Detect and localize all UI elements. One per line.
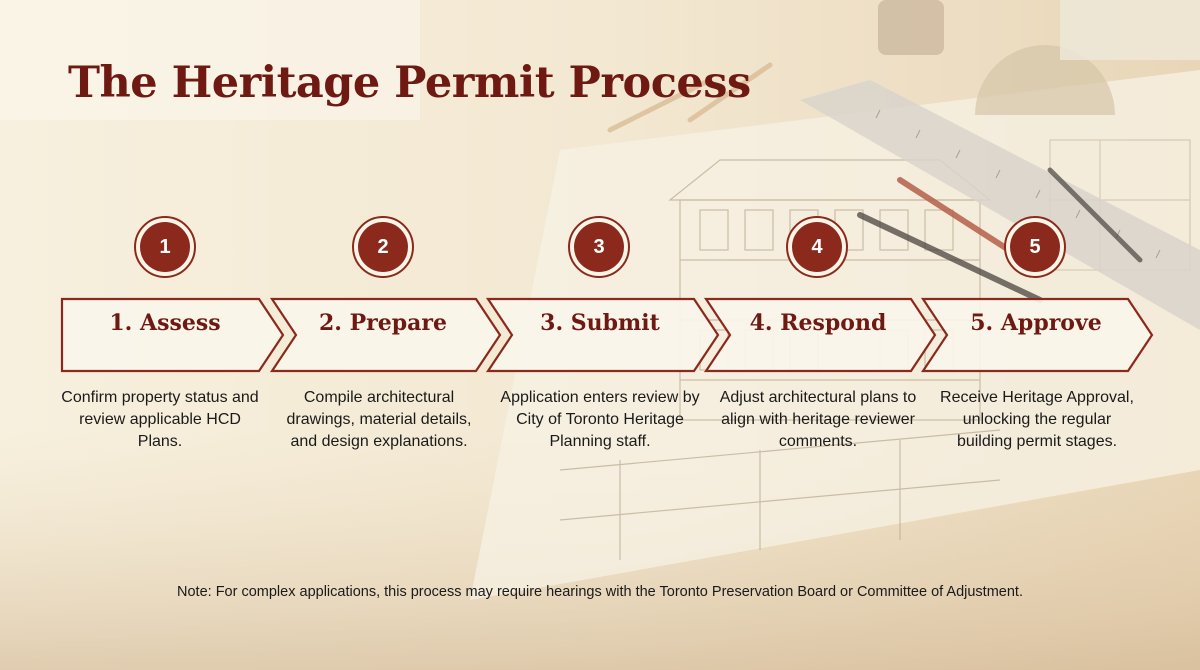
- step-1-description: Confirm property status and review applicable HCD Plans.: [61, 389, 259, 450]
- step-4-description: Adjust architectural plans to align with heritage reviewer comments.: [719, 389, 917, 450]
- step-3-number: 3: [574, 222, 624, 272]
- step-4-label: 4. Respond: [749, 310, 887, 336]
- step-5-description: Receive Heritage Approval, unlocking the regular building permit stages.: [940, 389, 1134, 450]
- page-title: The Heritage Permit Process: [68, 58, 751, 108]
- step-3-description: Application enters review by City of Toronto Heritage Planning staff.: [500, 389, 700, 450]
- step-3-label: 3. Submit: [540, 310, 660, 336]
- step-5-number: 5: [1010, 222, 1060, 272]
- step-2-number: 2: [358, 222, 408, 272]
- footnote: Note: For complex applications, this process may require hearings with the Toronto Preservation Board or Committee of Adjustment.: [177, 584, 1023, 600]
- step-5-label: 5. Approve: [970, 310, 1102, 336]
- step-2-description: Compile architectural drawings, material details, and design explanations.: [286, 389, 472, 450]
- step-4-number: 4: [792, 222, 842, 272]
- step-2-label: 2. Prepare: [319, 310, 447, 336]
- step-1-number: 1: [140, 222, 190, 272]
- step-1-label: 1. Assess: [109, 310, 221, 336]
